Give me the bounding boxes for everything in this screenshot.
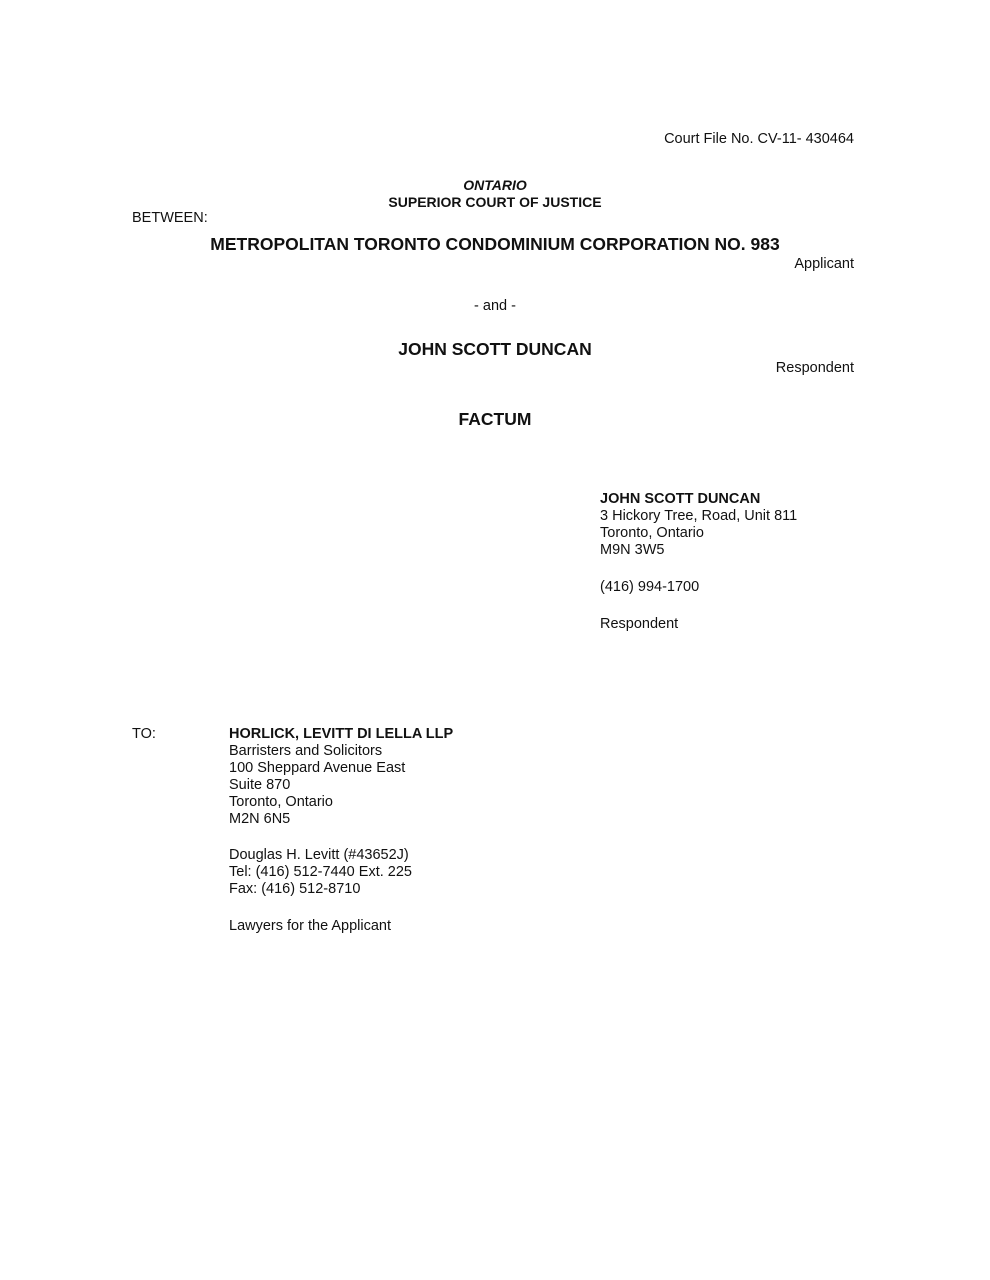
- applicant-name: METROPOLITAN TORONTO CONDOMINIUM CORPORATION NO. 983: [210, 234, 780, 254]
- court-file-number: Court File No. CV-11- 430464: [664, 131, 854, 147]
- recipient-firm-name: HORLICK, LEVITT DI LELLA LLP: [229, 726, 454, 742]
- recipient-role: Lawyers for the Applicant: [229, 918, 392, 934]
- recipient-fax: Fax: (416) 512-8710: [229, 881, 361, 897]
- applicant-role-label: Applicant: [794, 256, 854, 272]
- document-title: FACTUM: [458, 409, 532, 429]
- recipient-city: Toronto, Ontario: [229, 794, 333, 810]
- respondent-address-line1: 3 Hickory Tree, Road, Unit 811: [600, 508, 798, 524]
- recipient-suite: Suite 870: [229, 777, 291, 793]
- respondent-role-label: Respondent: [775, 360, 854, 376]
- party-separator: - and -: [474, 298, 516, 314]
- respondent-name: JOHN SCOTT DUNCAN: [398, 339, 592, 359]
- respondent-contact-block: [600, 491, 797, 559]
- between-label: BETWEEN:: [132, 210, 208, 226]
- recipient-street: 100 Sheppard Avenue East: [229, 760, 406, 776]
- to-label: TO:: [132, 726, 156, 742]
- province-heading: ONTARIO: [463, 177, 527, 193]
- recipient-lawyer-block: [229, 847, 412, 898]
- recipient-postal-code: M2N 6N5: [229, 811, 291, 827]
- respondent-contact-name: JOHN SCOTT DUNCAN: [600, 491, 761, 507]
- respondent-phone: (416) 994-1700: [600, 579, 700, 595]
- recipient-firm-type: Barristers and Solicitors: [229, 743, 383, 759]
- court-name-heading: SUPERIOR COURT OF JUSTICE: [388, 194, 602, 210]
- respondent-capacity: Respondent: [600, 616, 679, 632]
- recipient-tel: Tel: (416) 512-7440 Ext. 225: [229, 864, 412, 880]
- respondent-address-line2: Toronto, Ontario: [600, 525, 704, 541]
- recipient-lawyer-name: Douglas H. Levitt (#43652J): [229, 847, 409, 863]
- respondent-postal-code: M9N 3W5: [600, 542, 665, 558]
- recipient-firm-block: [229, 726, 453, 828]
